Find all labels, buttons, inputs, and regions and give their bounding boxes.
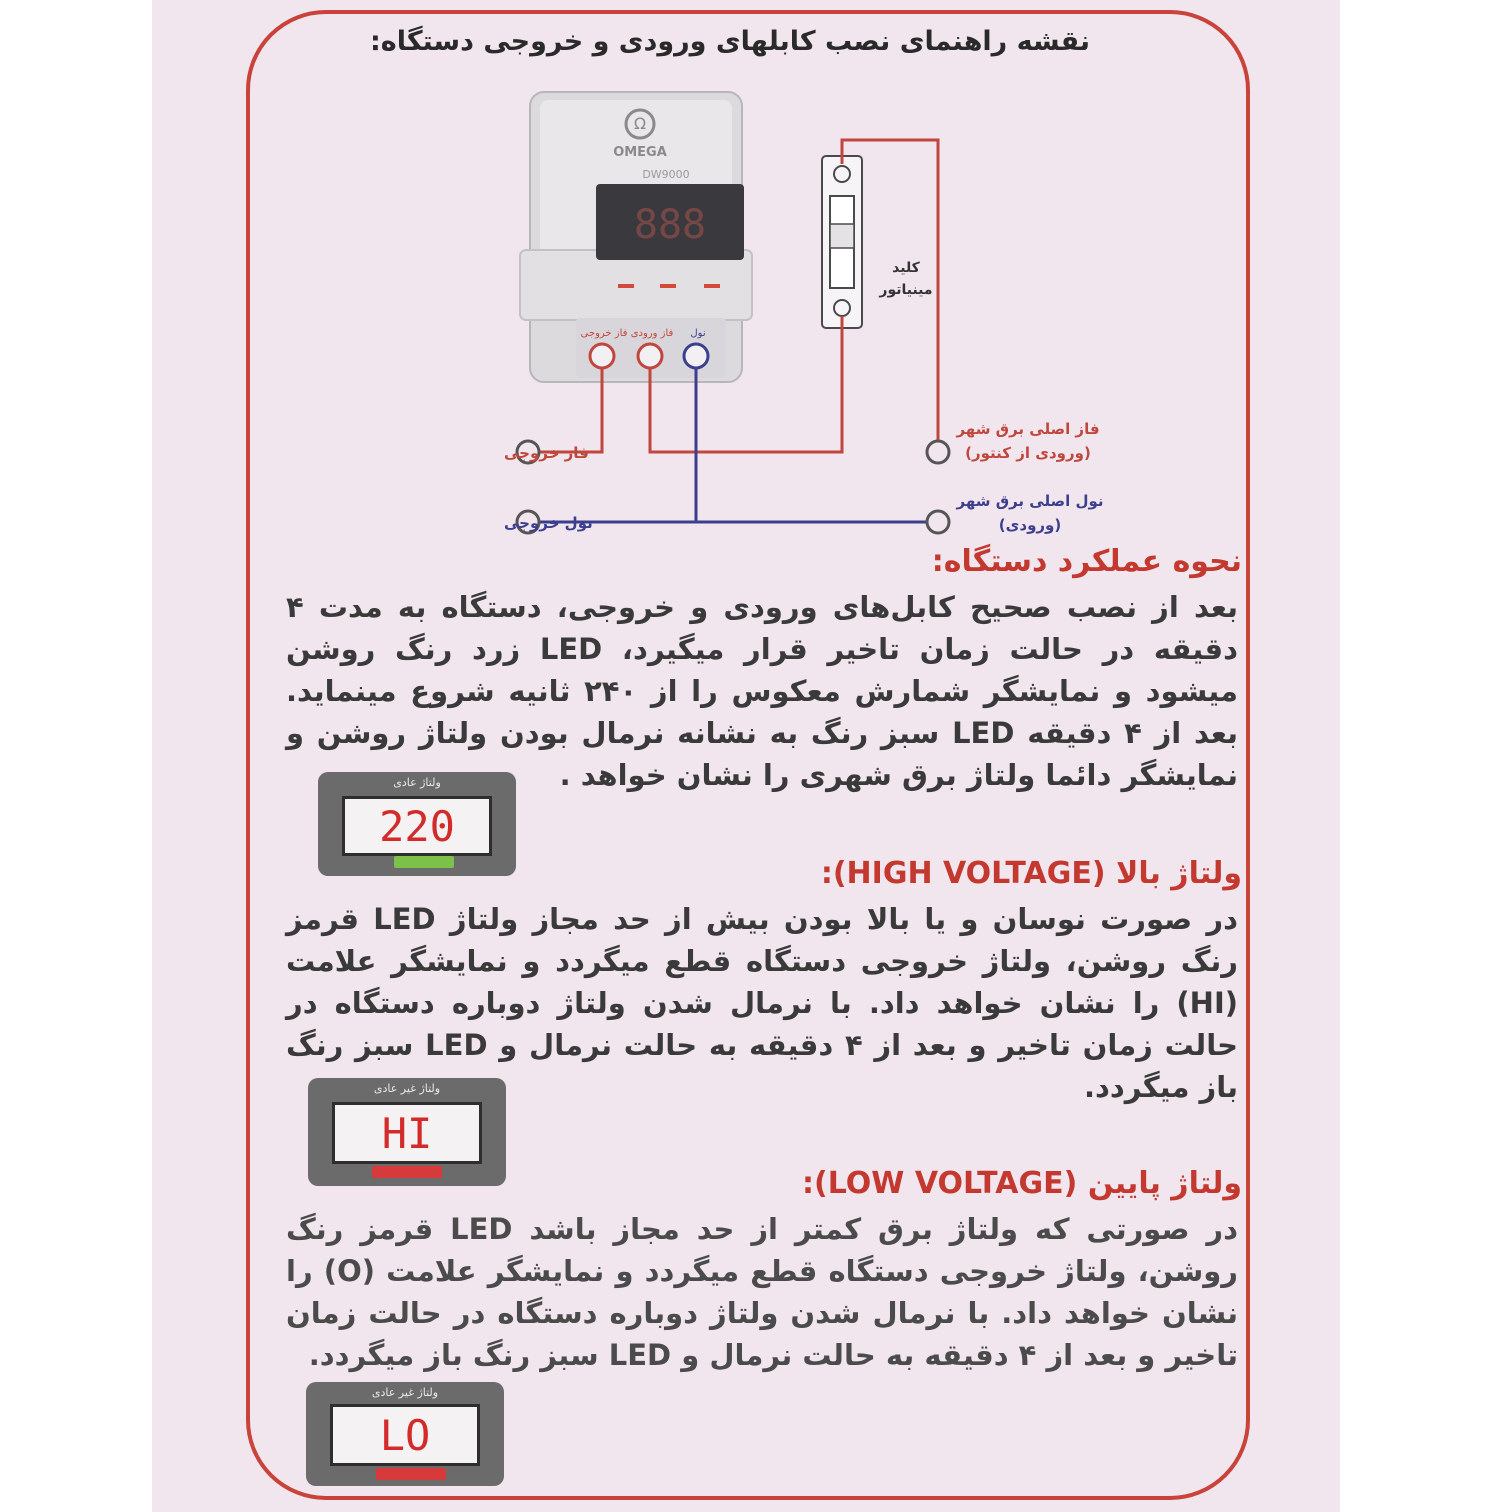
low-voltage-title: ولتاژ پایین (LOW VOLTAGE): [802, 1166, 1242, 1201]
neutral-out-label: نول خروجی [504, 514, 593, 532]
neutral-in-terminal [927, 511, 949, 533]
normal-display-caption: ولتاژ عادی [393, 776, 441, 789]
phase-in-terminal [927, 441, 949, 463]
high-display-value: HI [332, 1102, 482, 1164]
neutral-in-label-line1: نول اصلی برق شهر [956, 492, 1104, 510]
terminal-neutral [684, 344, 708, 368]
phase-out-label: فاز خروجی [504, 444, 589, 462]
terminal-label-phase-out: فاز خروجی [580, 328, 628, 339]
operation-title: نحوه عملکرد دستگاه: [931, 544, 1242, 579]
neutral-in-label-line2: (ورودی) [998, 516, 1062, 534]
low-display-caption: ولتاژ غیر عادی [371, 1386, 439, 1399]
terminal-phase-out [590, 344, 614, 368]
svg-text:Ω: Ω [633, 114, 647, 133]
breaker-label-line1: کلید [892, 260, 920, 276]
protector-device [520, 92, 752, 382]
phase-in-label-line2: (ورودی از کنتور) [965, 444, 1091, 462]
device-display-segments: 888 [633, 202, 707, 248]
red-led [372, 1166, 442, 1178]
diagram-title: نقشه راهنمای نصب کابلهای ورودی و خروجی دستگاه: [369, 26, 1091, 57]
terminal-label-phase-in: فاز ورودی [630, 328, 674, 339]
phase-in-label-line1: فاز اصلی برق شهر [956, 420, 1100, 438]
low-display-value: LO [330, 1404, 480, 1466]
device-model: DW9000 [642, 168, 690, 181]
low-voltage-display [306, 1382, 504, 1486]
high-voltage-display [308, 1078, 506, 1186]
terminal-phase-in [638, 344, 662, 368]
green-led [394, 856, 454, 868]
device-brand: OMEGA [613, 145, 667, 160]
breaker-label-line2: مینیاتور [879, 282, 933, 298]
terminal-label-neutral: نول [690, 328, 706, 339]
normal-display-value: 220 [342, 796, 492, 856]
operation-text: بعد از نصب صحیح کابل‌های ورودی و خروجی، دستگاه به مدت ۴ دقیقه در حالت زمان تاخیر قرار میگیرد، LED زرد رنگ روشن میشود و نمایشگر شمارش معکوس را از ۲۴۰ ثانیه شروع مینماید. بعد از ۴ دقیقه LED سبز رنگ به نشانه نرمال بودن ولتاژ روشن و نمایشگر دائما ولتاژ برق شهری را نشان خواهد . [286, 590, 1238, 792]
low-voltage-text: در صورتی که ولتاژ برق کمتر از حد مجاز باشد LED قرمز رنگ روشن، ولتاژ خروجی دستگاه قطع میگردد و نمایشگر علامت (O) را نشان خواهد داد. با نرمال شدن ولتاژ دوباره دستگاه در حالت زمان تاخیر و بعد از ۴ دقیقه به حالت نرمال و LED سبز رنگ باز میگردد. [286, 1212, 1238, 1372]
neutral-wires [540, 368, 926, 522]
miniature-breaker [822, 156, 862, 328]
normal-voltage-display [318, 772, 516, 876]
high-voltage-title: ولتاژ بالا (HIGH VOLTAGE): [820, 856, 1242, 891]
wiring-diagram [0, 0, 1512, 560]
high-display-caption: ولتاژ غیر عادی [373, 1082, 441, 1095]
red-led-low [376, 1468, 446, 1480]
high-voltage-text: در صورت نوسان و یا بالا بودن بیش از حد مجاز ولتاژ LED قرمز رنگ روشن، ولتاژ خروجی دستگاه قطع میگردد و نمایشگر علامت (HI) را نشان خواهد داد. با نرمال شدن ولتاژ دوباره دستگاه در حالت زمان تاخیر و بعد از ۴ دقیقه به حالت نرمال و LED سبز رنگ باز میگردد. [286, 902, 1238, 1104]
